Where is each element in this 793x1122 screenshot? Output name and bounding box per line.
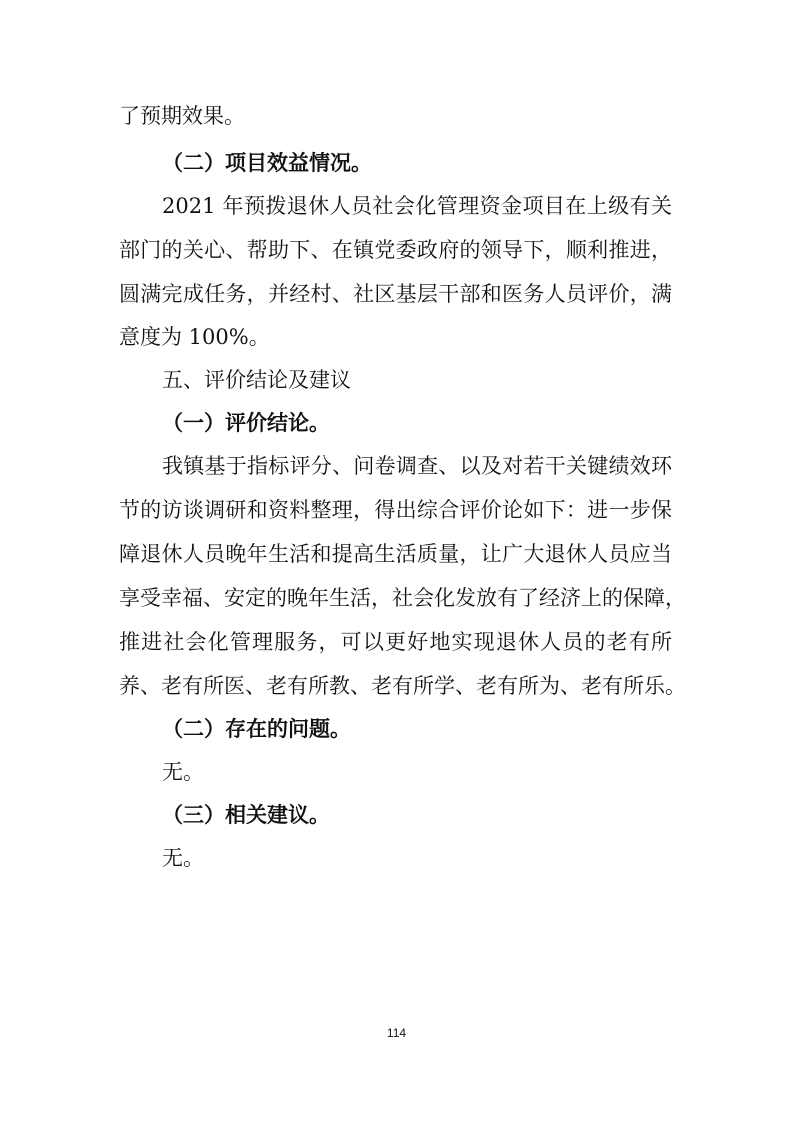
heading-conclusion: （一）评价结论。 xyxy=(162,410,330,435)
paragraph-line: 部门的关心、帮助下、在镇党委政府的领导下，顺利推进， xyxy=(119,238,672,262)
heading-related-suggestions: （三）相关建议。 xyxy=(162,802,330,827)
paragraph-line: 无。 xyxy=(162,846,204,870)
paragraph-line: 推进社会化管理服务，可以更好地实现退休人员的老有所 xyxy=(119,630,672,654)
heading-existing-problems: （二）存在的问题。 xyxy=(162,716,351,741)
section-heading-evaluation-conclusion: 五、评价结论及建议 xyxy=(162,368,351,392)
paragraph-line: 了预期效果。 xyxy=(119,104,245,128)
page-number: 114 xyxy=(386,1026,407,1040)
paragraph-line: 我镇基于指标评分、问卷调查、以及对若干关键绩效环 xyxy=(162,454,672,478)
paragraph-line: 2021 年预拨退休人员社会化管理资金项目在上级有关 xyxy=(162,194,672,218)
paragraph-line: 享受幸福、安定的晚年生活，社会化发放有了经济上的保障， xyxy=(119,586,686,610)
paragraph-line: 意度为 100%。 xyxy=(119,325,270,349)
paragraph-line: 无。 xyxy=(162,760,204,784)
heading-project-benefit: （二）项目效益情况。 xyxy=(162,150,372,175)
paragraph-line: 节的访谈调研和资料整理，得出综合评价论如下：进一步保 xyxy=(119,498,672,522)
paragraph-line: 圆满完成任务，并经村、社区基层干部和医务人员评价，满 xyxy=(119,282,672,306)
paragraph-line: 养、老有所医、老有所教、老有所学、老有所为、老有所乐。 xyxy=(119,674,686,698)
paragraph-line: 障退休人员晚年生活和提高生活质量，让广大退休人员应当 xyxy=(119,542,672,566)
